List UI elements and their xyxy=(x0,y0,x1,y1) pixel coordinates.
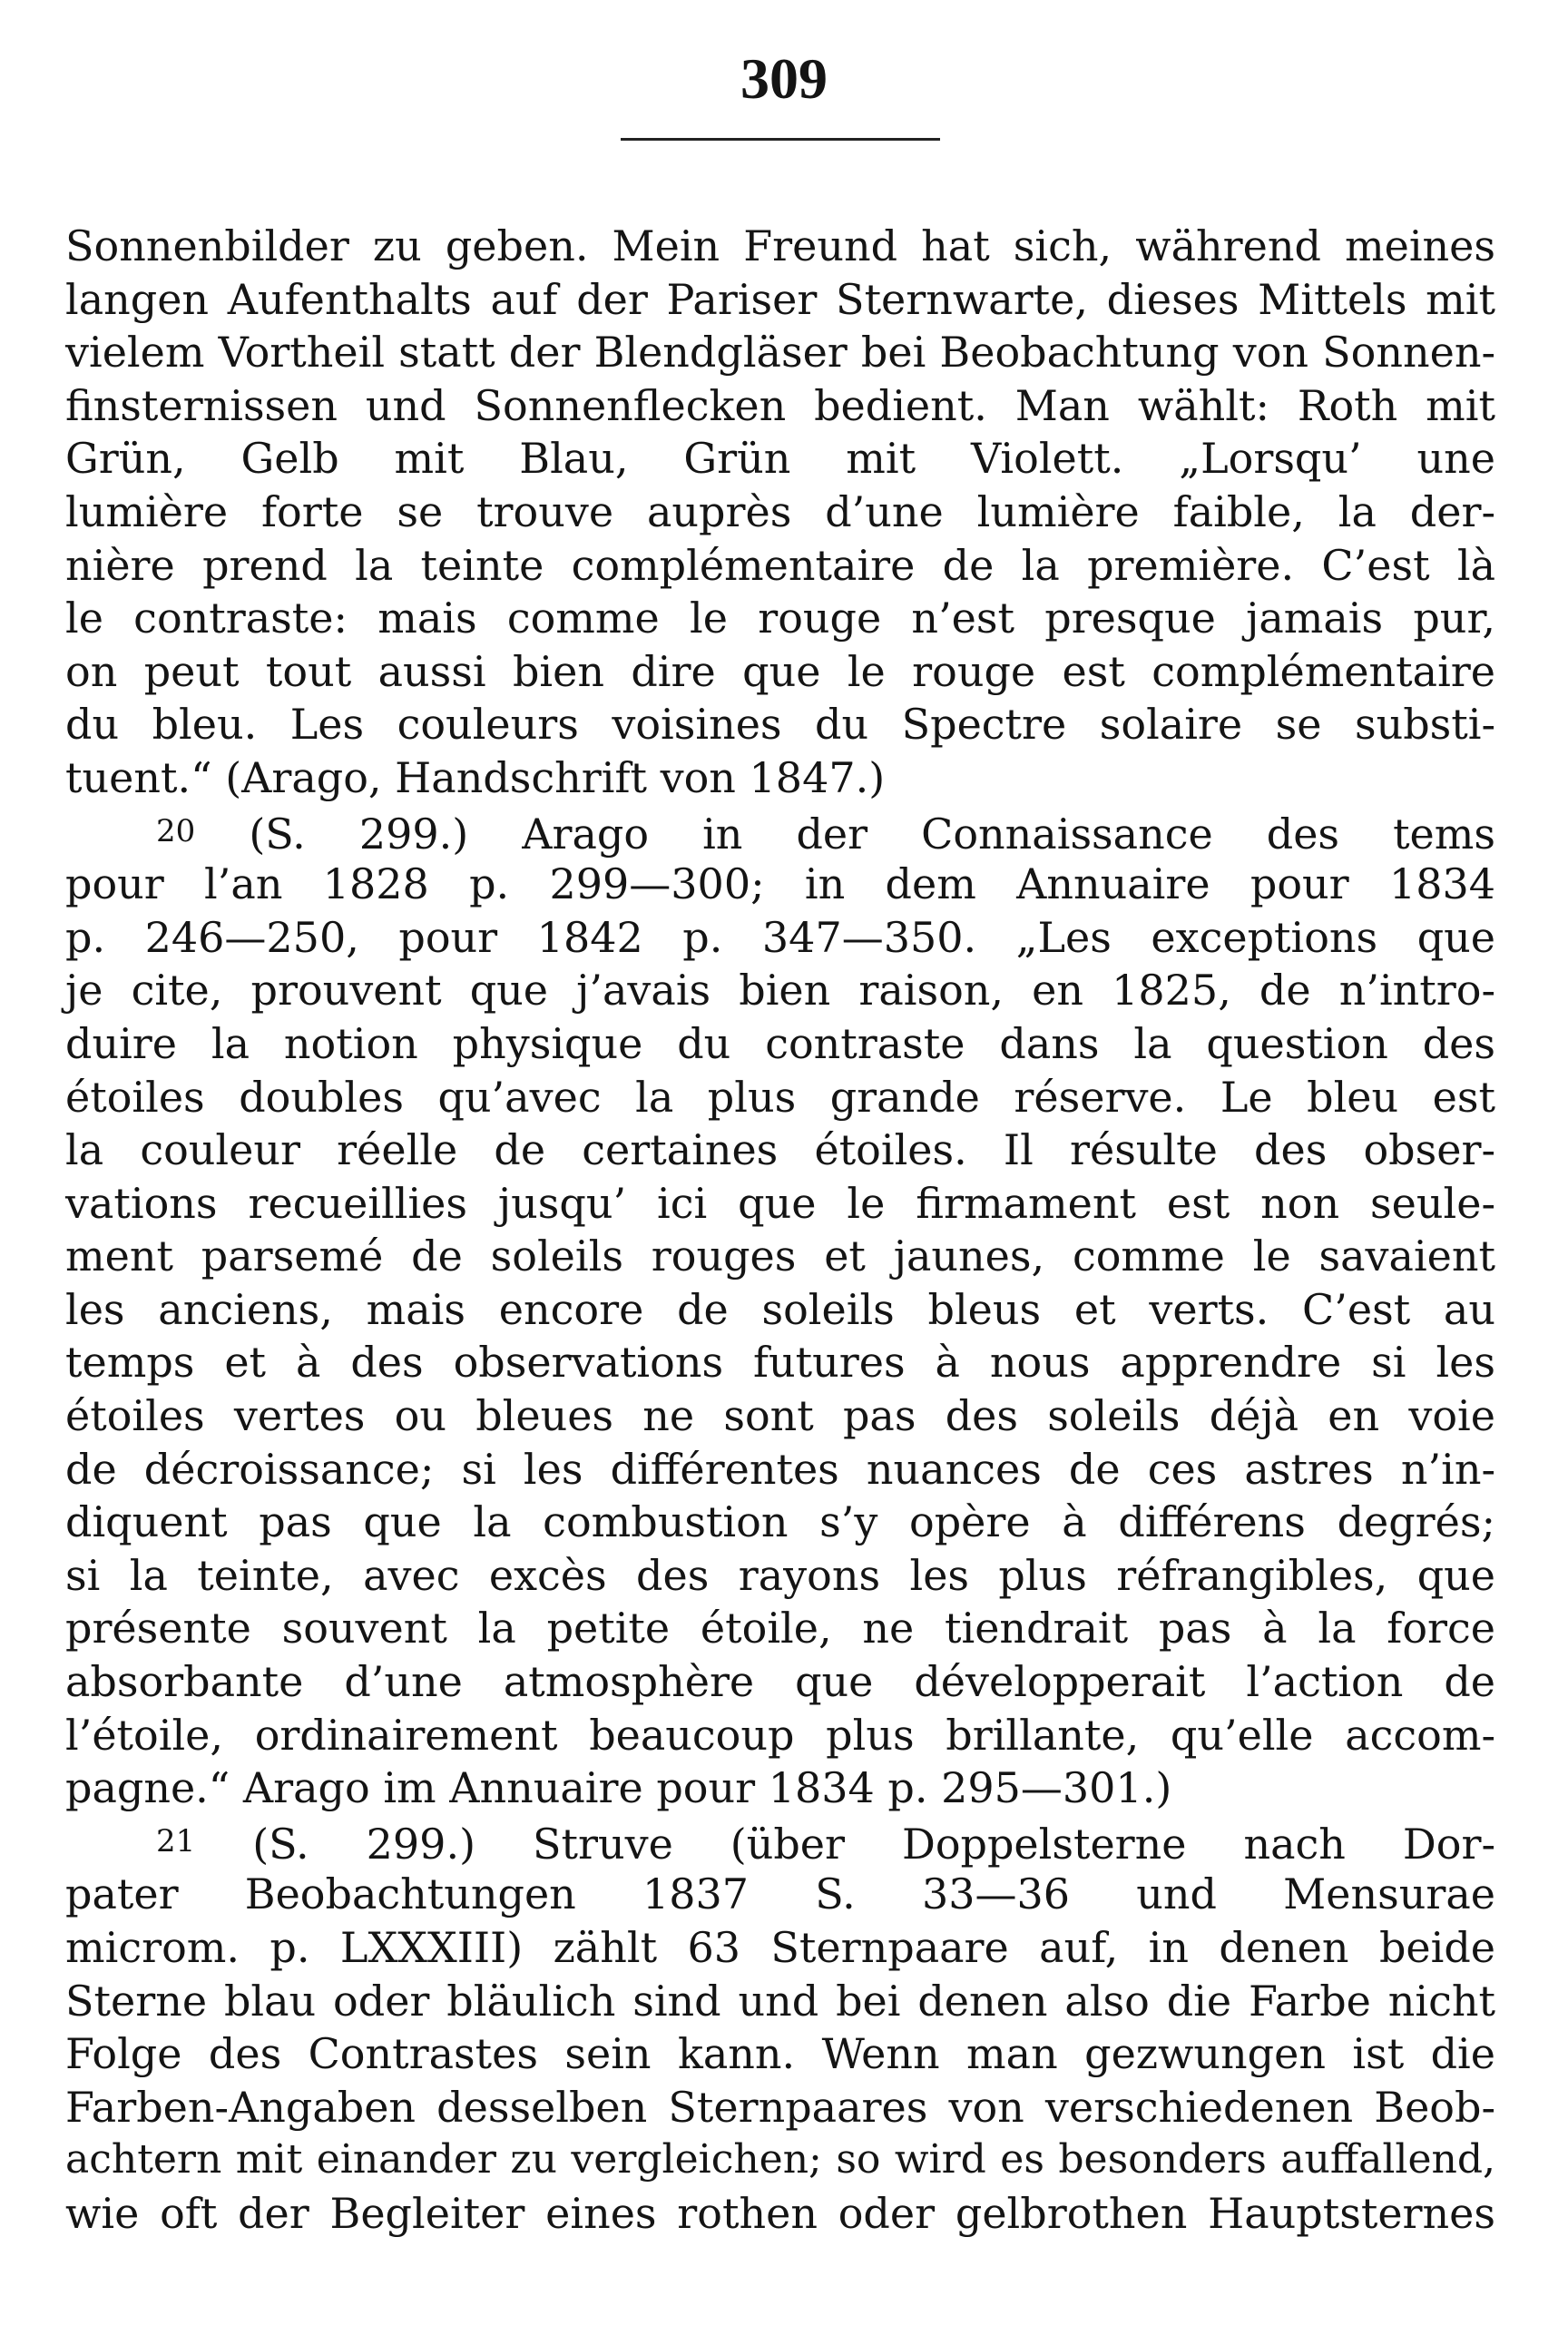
text-line: si la teinte, avec excès des rayons les plus réfrangibles, que xyxy=(65,1550,1495,1600)
text-line: Grün, Gelb mit Blau, Grün mit Violett. „Lorsqu’ une xyxy=(65,434,1495,484)
text-line: lumière forte se trouve auprès d’une lumière faible, la der- xyxy=(65,486,1495,536)
text-line: vations recueillies jusqu’ ici que le firmament est non seule- xyxy=(65,1178,1495,1228)
text-line: langen Aufenthalts auf der Pariser Sternwarte, dieses Mittels mit xyxy=(65,274,1495,324)
text-line: de décroissance; si les différentes nuances de ces astres n’in- xyxy=(65,1444,1495,1494)
text-line: nière prend la teinte complémentaire de la première. C’est là xyxy=(65,540,1495,590)
text-line: achtern mit einander zu vergleichen; so wird es besonders auffallend, xyxy=(65,2136,1495,2183)
text-line: tuent.“ (Arago, Handschrift von 1847.) xyxy=(65,752,886,802)
text-line: absorbante d’une atmosphère que développerait l’action de xyxy=(65,1657,1495,1707)
header-rule xyxy=(621,138,940,141)
text-line: on peut tout aussi bien dire que le rouge est complémentaire xyxy=(65,646,1495,696)
text-line: Sterne blau oder bläulich sind und bei denen also die Farbe nicht xyxy=(65,1976,1495,2026)
footnote-21-first-line xyxy=(65,1815,1495,1869)
text-line: pagne.“ Arago im Annuaire pour 1834 p. 295—301.) xyxy=(65,1763,1172,1813)
text-line: étoiles vertes ou bleues ne sont pas des soleils déjà en voie xyxy=(65,1391,1495,1441)
text-segment: (S. 299.) Struve (über Doppelsterne nach Dor- xyxy=(252,1819,1495,1869)
text-line: l’étoile, ordinairement beaucoup plus brillante, qu’elle accom- xyxy=(65,1710,1495,1760)
text-line: présente souvent la petite étoile, ne tiendrait pas à la force xyxy=(65,1604,1495,1653)
footnote-number: 20 xyxy=(156,812,196,849)
body-text xyxy=(65,220,1495,2241)
text-line: diquent pas que la combustion s’y opère à différens degrés; xyxy=(65,1497,1495,1547)
text-line: les anciens, mais encore de soleils bleus et verts. C’est au xyxy=(65,1284,1495,1334)
text-segment: (S. 299.) Arago in der Connaissance des tems xyxy=(249,809,1496,859)
text-line: du bleu. Les couleurs voisines du Spectre solaire se substi- xyxy=(65,700,1495,750)
text-line: microm. p. LXXXIII) zählt 63 Sternpaare auf, in denen beide xyxy=(65,1923,1495,1972)
text-line: je cite, prouvent que j’avais bien raison, en 1825, de n’intro- xyxy=(65,966,1495,1016)
text-line: le contraste: mais comme le rouge n’est presque jamais pur, xyxy=(65,594,1495,643)
text-line: pater Beobachtungen 1837 S. 33—36 und Mensurae xyxy=(65,1869,1495,1919)
text-line: Farben-Angaben desselben Sternpaares von verschiedenen Beob- xyxy=(65,2082,1495,2132)
text-line: étoiles doubles qu’avec la plus grande réserve. Le bleu est xyxy=(65,1072,1495,1122)
text-line: finsternissen und Sonnenflecken bedient. Man wählt: Roth mit xyxy=(65,380,1495,430)
footnote-number: 21 xyxy=(156,1822,196,1859)
text-line: Folge des Contrastes sein kann. Wenn man gezwungen ist die xyxy=(65,2029,1495,2079)
footnote-20-first-line xyxy=(65,805,1495,859)
text-line: pour l’an 1828 p. 299—300; in dem Annuaire pour 1834 xyxy=(65,859,1495,909)
text-line: ment parsemé de soleils rouges et jaunes, comme le savaient xyxy=(65,1231,1495,1281)
text-line: wie oft der Begleiter eines rothen oder gelbrothen Hauptsternes xyxy=(65,2188,1495,2238)
text-line: p. 246—250, pour 1842 p. 347—350. „Les exceptions que xyxy=(65,912,1495,962)
text-line: la couleur réelle de certaines étoiles. Il résulte des obser- xyxy=(65,1125,1495,1175)
page-number: 309 xyxy=(740,46,828,111)
text-line: vielem Vortheil statt der Blendgläser bei Beobachtung von Sonnen- xyxy=(65,328,1495,378)
text-line: duire la notion physique du contraste dans la question des xyxy=(65,1018,1495,1068)
text-line: temps et à des observations futures à nous apprendre si les xyxy=(65,1338,1495,1388)
text-line: Sonnenbilder zu geben. Mein Freund hat sich, während meines xyxy=(65,221,1495,270)
